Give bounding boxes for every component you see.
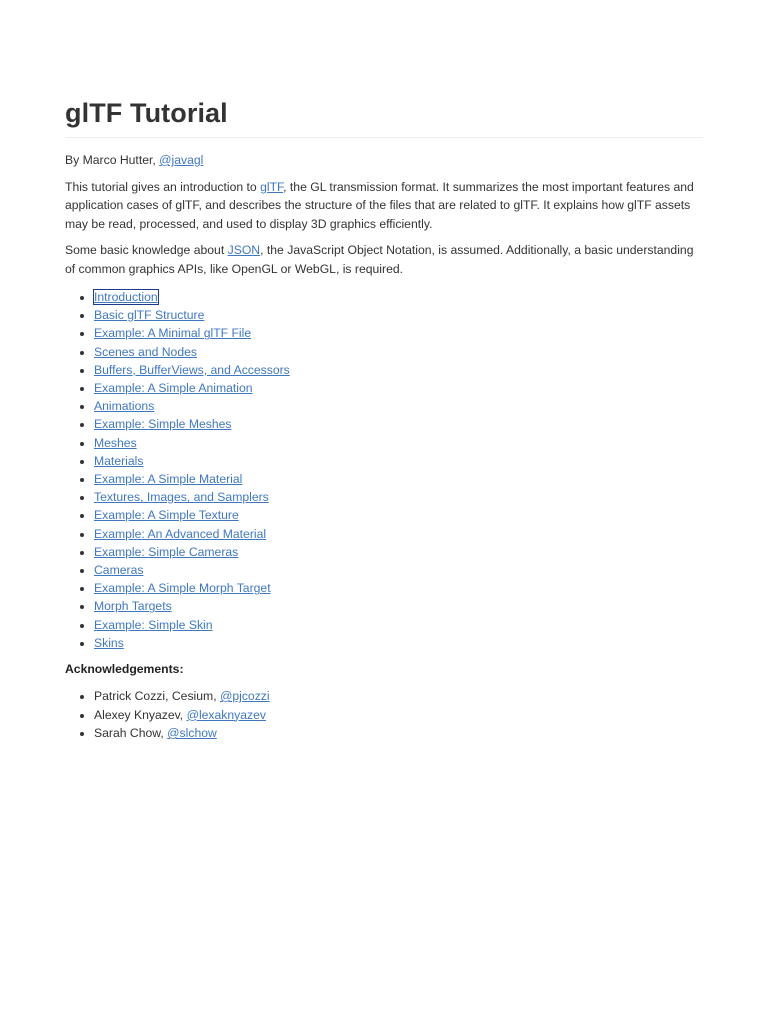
toc-link-animations[interactable]: Animations — [94, 399, 155, 414]
toc-item — [94, 324, 703, 342]
toc-item — [94, 543, 703, 561]
acknowledgement-item — [94, 687, 703, 706]
toc-item — [94, 361, 703, 379]
toc-item — [94, 488, 703, 506]
toc-link-simple-morph-target[interactable]: Example: A Simple Morph Target — [94, 581, 271, 596]
toc-item — [94, 616, 703, 634]
toc-link-morph-targets[interactable]: Morph Targets — [94, 599, 172, 614]
intro-text-end: , the GL transmission format. It summarizes the most important features and application cases of glTF, and describes the structure of the files that are related to glTF. It explains how glTF assets may be read, processed, and used to display 3D graphics efficiently. — [65, 179, 694, 231]
intro-text-start: This tutorial gives an introduction to — [65, 179, 261, 194]
ack-link-pjcozzi[interactable]: @pjcozzi — [219, 689, 270, 704]
toc-item — [94, 597, 703, 615]
toc-item — [94, 434, 703, 452]
toc-link-buffers[interactable]: Buffers, BufferViews, and Accessors — [94, 362, 290, 377]
toc-link-advanced-material[interactable]: Example: An Advanced Material — [94, 526, 267, 541]
ack-link-slchow[interactable]: @slchow — [167, 726, 217, 741]
table-of-contents — [65, 288, 703, 652]
toc-item — [94, 343, 703, 361]
toc-item — [94, 634, 703, 652]
page-title: glTF Tutorial — [65, 98, 228, 128]
toc-link-minimal-gltf-file[interactable]: Example: A Minimal glTF File — [94, 326, 252, 341]
toc-link-simple-meshes[interactable]: Example: Simple Meshes — [94, 417, 232, 432]
toc-link-basic-gltf-structure[interactable]: Basic glTF Structure — [94, 308, 205, 323]
toc-item — [94, 306, 703, 324]
toc-link-simple-animation[interactable]: Example: A Simple Animation — [94, 381, 253, 396]
gltf-link[interactable]: glTF — [260, 179, 284, 194]
prereq-text-start: Some basic knowledge about — [65, 243, 228, 257]
title-divider — [65, 137, 703, 138]
toc-item — [94, 506, 703, 524]
acknowledgement-item — [94, 706, 703, 725]
ack-name: Patrick Cozzi, Cesium, — [94, 689, 220, 704]
ack-link-lexaknyazev[interactable]: @lexaknyazev — [186, 707, 267, 722]
toc-item — [94, 415, 703, 433]
acknowledgement-item — [94, 724, 703, 743]
toc-link-simple-cameras[interactable]: Example: Simple Cameras — [94, 544, 239, 559]
prereq-paragraph — [65, 241, 703, 278]
prereq-text-end: , the JavaScript Object Notation, is assumed. Additionally, a basic understanding of common graphics APIs, like OpenGL or WebGL, is required. — [65, 243, 694, 276]
byline — [65, 151, 703, 170]
toc-item — [94, 470, 703, 488]
acknowledgements-heading: Acknowledgements: — [65, 662, 184, 677]
json-link[interactable]: JSON — [227, 243, 261, 257]
intro-paragraph — [65, 178, 703, 234]
ack-name: Sarah Chow, — [94, 726, 168, 741]
toc-link-introduction[interactable]: Introduction — [94, 290, 158, 304]
acknowledgements-list — [65, 687, 703, 743]
toc-item — [94, 561, 703, 579]
toc-item — [94, 579, 703, 597]
toc-link-materials[interactable]: Materials — [94, 453, 144, 468]
toc-link-meshes[interactable]: Meshes — [94, 435, 137, 450]
byline-text: By Marco Hutter, — [65, 153, 160, 167]
toc-link-simple-texture[interactable]: Example: A Simple Texture — [94, 508, 239, 523]
toc-link-scenes-and-nodes[interactable]: Scenes and Nodes — [94, 344, 197, 359]
toc-item — [94, 379, 703, 397]
ack-name: Alexey Knyazev, — [94, 707, 187, 722]
toc-item — [94, 288, 703, 306]
toc-link-cameras[interactable]: Cameras — [94, 563, 144, 578]
toc-link-skins[interactable]: Skins — [94, 635, 124, 650]
toc-item — [94, 452, 703, 470]
author-link[interactable]: @javagl — [159, 153, 204, 167]
toc-link-simple-material[interactable]: Example: A Simple Material — [94, 472, 243, 487]
toc-item — [94, 397, 703, 415]
toc-link-simple-skin[interactable]: Example: Simple Skin — [94, 617, 213, 632]
toc-item — [94, 525, 703, 543]
toc-link-textures[interactable]: Textures, Images, and Samplers — [94, 490, 269, 505]
